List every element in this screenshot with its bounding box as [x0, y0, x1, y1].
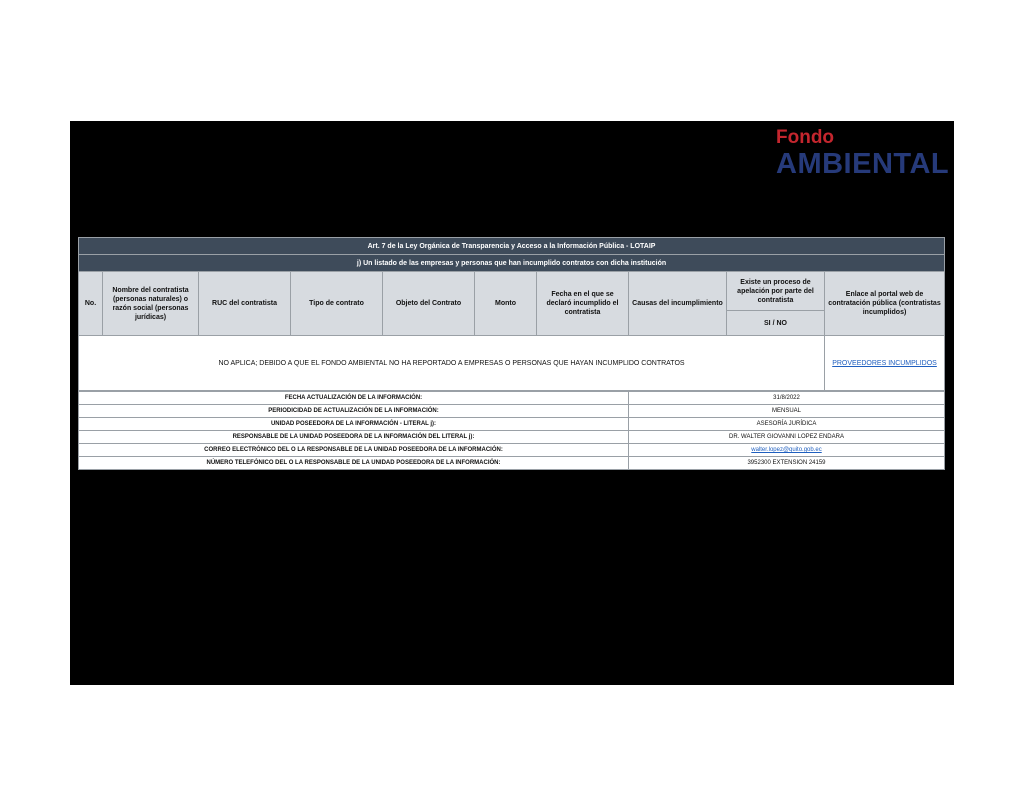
header-row [79, 272, 945, 311]
page-frame [70, 121, 954, 685]
info-value [629, 444, 945, 457]
header-nombre: Nombre del contratista (personas naturales) o razón social (personas jurídicas) [103, 272, 199, 336]
table-title: Art. 7 de la Ley Orgánica de Transparencia y Acceso a la Información Pública - LOTAIP [79, 238, 945, 255]
link-cell [825, 336, 945, 391]
fondo-ambiental-logo [776, 127, 948, 179]
info-row [79, 418, 945, 431]
info-value: 31/8/2022 [629, 392, 945, 405]
header-fecha: Fecha en el que se declaró incumplido el contratista [537, 272, 629, 336]
no-aplica-text: NO APLICA; DEBIDO A QUE EL FONDO AMBIENTAL NO HA REPORTADO A EMPRESAS O PERSONAS QUE HAYAN INCUMPLIDO CONTRATOS [79, 336, 825, 391]
header-objeto: Objeto del Contrato [383, 272, 475, 336]
info-value: 3952300 EXTENSION 24159 [629, 457, 945, 470]
info-label: PERIODICIDAD DE ACTUALIZACIÓN DE LA INFORMACIÓN: [79, 405, 629, 418]
header-ruc: RUC del contratista [199, 272, 291, 336]
header-monto: Monto [475, 272, 537, 336]
info-label: NÚMERO TELEFÓNICO DEL O LA RESPONSABLE DE LA UNIDAD POSEEDORA DE LA INFORMACIÓN: [79, 457, 629, 470]
info-table [78, 391, 945, 470]
info-label: RESPONSABLE DE LA UNIDAD POSEEDORA DE LA INFORMACIÓN DEL LITERAL j): [79, 431, 629, 444]
logo-line1: Fondo [776, 127, 835, 148]
table-subtitle: j) Un listado de las empresas y personas que han incumplido contratos con dicha institución [79, 255, 945, 272]
info-label: UNIDAD POSEEDORA DE LA INFORMACIÓN - LITERAL j): [79, 418, 629, 431]
proveedores-incumplidos-link[interactable]: PROVEEDORES INCUMPLIDOS [832, 359, 937, 367]
lotaip-table-container [78, 237, 944, 470]
info-label: CORREO ELECTRÓNICO DEL O LA RESPONSABLE DE LA UNIDAD POSEEDORA DE LA INFORMACIÓN: [79, 444, 629, 457]
header-enlace: Enlace al portal web de contratación pública (contratistas incumplidos) [825, 272, 945, 336]
header-no: No. [79, 272, 103, 336]
title-row-1 [79, 238, 945, 255]
header-tipo: Tipo de contrato [291, 272, 383, 336]
header-apelacion: Existe un proceso de apelación por parte del contratista [727, 272, 825, 311]
info-row [79, 392, 945, 405]
info-row [79, 405, 945, 418]
info-row [79, 457, 945, 470]
info-row [79, 444, 945, 457]
email-link[interactable]: walter.lopez@quito.gob.ec [751, 447, 822, 453]
title-row-2 [79, 255, 945, 272]
info-value: ASESORÍA JURÍDICA [629, 418, 945, 431]
logo-line2: AMBIENTAL [776, 148, 950, 180]
lotaip-table [78, 237, 945, 391]
info-value: MENSUAL [629, 405, 945, 418]
header-si-no: SI / NO [727, 311, 825, 336]
info-row [79, 431, 945, 444]
header-causas: Causas del incumplimiento [629, 272, 727, 336]
info-label: FECHA ACTUALIZACIÓN DE LA INFORMACIÓN: [79, 392, 629, 405]
info-value: DR. WALTER GIOVANNI LOPEZ ENDARA [629, 431, 945, 444]
table-row [79, 336, 945, 391]
